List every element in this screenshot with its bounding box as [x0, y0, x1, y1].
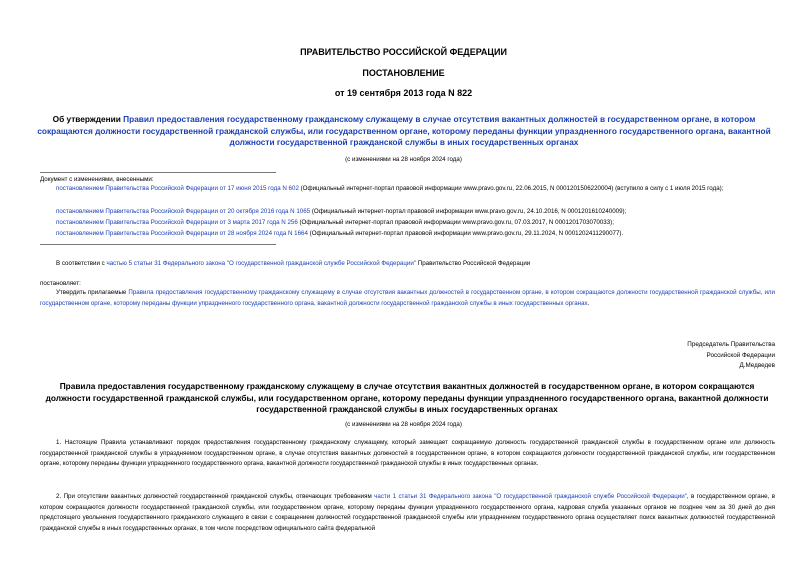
rules-changes-note: (с изменениями на 28 ноября 2024 года) [345, 421, 462, 428]
rules-paragraph-1: 1. Настоящие Правила устанавливают порядок предоставления государственному гражданскому служащему, который замещает сокращаемую должность государственной гражданской службы в государственном органе или должность государственной гражданской службы в упраздняемом государственном органе, в случае отсутствия вакантных должностей в государственном органе, в котором сокращаются должности государственной гражданской службы, или государственном органе, которому переданы функции упраздненного государственного органа, вакантной должности государственной гражданской службы в иных государственных органах. [40, 439, 775, 468]
signature-block [687, 340, 775, 372]
doc-date: от 19 сентября 2013 года N 822 [334, 88, 473, 98]
approved-rules-link[interactable]: Правила предоставления государственному гражданскому служащему в случае отсутствия вакантных должностей в государственном органе, в котором сокращаются должности государственной гражданской службы, или государственном органе, которому переданы функции упраздненного государственного органа, вакантной должности государственной гражданской службы в иных государственных органах [40, 289, 775, 307]
org-heading: ПРАВИТЕЛЬСТВО РОССИЙСКОЙ ФЕДЕРАЦИИ [300, 47, 507, 57]
amendment-link[interactable]: постановлением Правительства Российской Федерации от 28 ноября 2024 года N 1664 [56, 230, 308, 237]
title-prefix: Об утверждении [52, 114, 124, 124]
signature-position: Председатель Правительства [687, 341, 775, 348]
amendment-link[interactable]: постановлением Правительства Российской Федерации от 17 июня 2015 года N 602 [56, 185, 299, 192]
amendment-link[interactable]: постановлением Правительства Российской Федерации от 20 октября 2016 года N 1065 [56, 208, 311, 215]
preamble: В соответствии с частью 5 статьи 31 Федерального закона "О государственной гражданской службе Российской Федерации" Правительство Российской Федерации [56, 260, 531, 267]
doc-type-heading: ПОСТАНОВЛЕНИЕ [362, 68, 445, 78]
signature-name: Д.Медведев [739, 362, 775, 370]
document-title [34, 114, 774, 149]
rules-paragraph-2: 2. При отсутствии вакантных должностей государственной гражданской службы, отвечающих требованиям части 1 статьи 31 Федерального закона "О государственной гражданской службе Российской Федерации", в государственном органе, в котором сокращаются должности государственной гражданской службы, или государственном органе, которому переданы функции упраздненного государственного органа, кадровая служба указанных органов не позднее чем за 30 дней до дня предстоящего увольнения государственного гражданского служащего в связи с сокращением должностей государственной гражданской службы или упразднением государственного органа осуществляет поиск вакантных должностей государственной гражданской службы в иных государственных органах, в том числе посредством официального сайта федеральной [40, 493, 776, 532]
decrees-word: постановляет: [40, 280, 81, 287]
amendments-intro: Документ с изменениями, внесенными: [40, 176, 154, 183]
divider-top [40, 172, 276, 173]
amendment-item: постановлением Правительства Российской Федерации от 3 марта 2017 года N 256 (Официальный интернет-портал правовой информации www.pravo.gov.ru, 07.03.2017, N 0001201703070033); [56, 219, 614, 226]
amendment-link[interactable]: постановлением Правительства Российской Федерации от 3 марта 2017 года N 256 [56, 219, 298, 226]
approve-paragraph: Утвердить прилагаемые Правила предоставления государственному гражданскому служащему в случае отсутствия вакантных должностей в государственном органе, в котором сокращаются должности государственной гражданской службы, или государственном органе, которому переданы функции упраздненного государственного органа, вакантной должности государственной гражданской службы в иных государственных органах. [40, 289, 775, 307]
title-rules-link[interactable]: Правил предоставления государственному гражданскому служащему в случае отсутствия вакантных должностей в государственном органе, в котором сокращаются должности государственной гражданской службы, или государственном органе, которому переданы функции упраздненного государственного органа, вакантной должности государственной гражданской службы в иных государственных органах [37, 114, 771, 147]
amendment-item: постановлением Правительства Российской Федерации от 20 октября 2016 года N 1065 (Официальный интернет-портал правовой информации www.pravo.gov.ru, 24.10.2016, N 0001201610240009); [56, 208, 627, 215]
changes-note: (с изменениями на 28 ноября 2024 года) [345, 156, 462, 163]
amendment-item: постановлением Правительства Российской Федерации от 28 ноября 2024 года N 1664 (Официальный интернет-портал правовой информации www.pravo.gov.ru, 29.11.2024, N 0001202411290077). [56, 230, 624, 237]
amendment-item: постановлением Правительства Российской Федерации от 17 июня 2015 года N 602 (Официальный интернет-портал правовой информации www.pravo.gov.ru, 22.06.2015, N 0001201506220004) (вступило в силу с 1 июля 2015 года); [56, 185, 724, 192]
law-link[interactable]: частью 5 статьи 31 Федерального закона "О государственной гражданской службе Российской Федерации" [106, 260, 417, 267]
signature-country: Российской Федерации [706, 351, 775, 359]
law-article-link[interactable]: части 1 статьи 31 Федерального закона "О государственной гражданской службе Российской Федерации" [374, 493, 687, 500]
divider-bottom [40, 244, 276, 245]
rules-title: Правила предоставления государственному гражданскому служащему в случае отсутствия вакантных должностей в государственном органе, в котором сокращаются должности государственной гражданской службы, или государственном органе, которому переданы функции упраздненного государственного органа, вакантной должности государственной гражданской службы в иных государственных органах [45, 381, 769, 414]
